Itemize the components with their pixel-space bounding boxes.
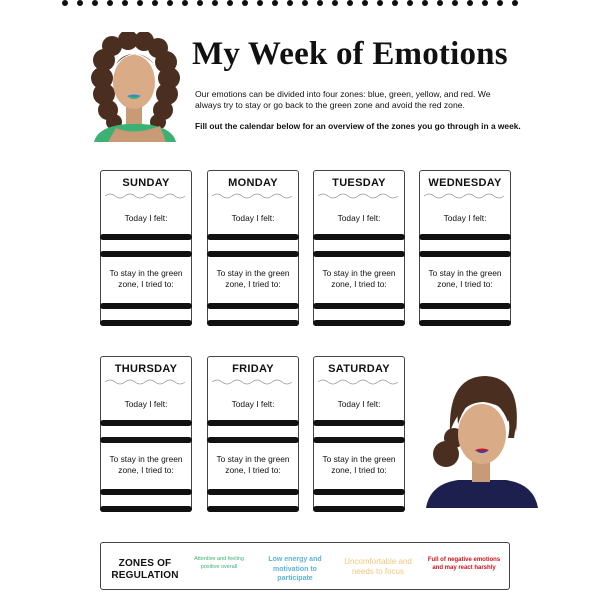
answer-line[interactable]	[313, 303, 405, 309]
binding-dot	[242, 0, 248, 6]
today-felt-prompt: Today I felt:	[231, 213, 275, 223]
answer-line[interactable]	[207, 251, 299, 257]
wave-divider	[105, 378, 187, 386]
binding-dot	[467, 0, 473, 6]
binding-dot	[137, 0, 143, 6]
green-zone-description: Attentive and feeling positive overall	[194, 556, 244, 570]
answer-line[interactable]	[207, 234, 299, 240]
binding-dot	[392, 0, 398, 6]
binding-dot	[437, 0, 443, 6]
answer-line[interactable]	[207, 506, 299, 512]
answer-line[interactable]	[100, 251, 192, 257]
girl-curly-hair-illustration	[86, 32, 182, 142]
day-card-saturday	[313, 356, 405, 512]
answer-line[interactable]	[313, 320, 405, 326]
answer-line[interactable]	[419, 251, 511, 257]
green-zone-prompt: To stay in the green zone, I tried to:	[322, 268, 396, 289]
answer-line[interactable]	[313, 234, 405, 240]
binding-dot	[257, 0, 263, 6]
answer-line[interactable]	[419, 303, 511, 309]
day-label: FRIDAY	[232, 363, 274, 375]
today-felt-prompt: Today I felt:	[443, 213, 487, 223]
binding-dot	[212, 0, 218, 6]
day-card-monday	[207, 170, 299, 326]
answer-line[interactable]	[100, 489, 192, 495]
wave-divider	[212, 378, 294, 386]
blue-zone-description: Low energy and motivation to participate	[268, 556, 322, 582]
binding-dot	[92, 0, 98, 6]
answer-line[interactable]	[100, 420, 192, 426]
today-felt-prompt: Today I felt:	[337, 213, 381, 223]
answer-line[interactable]	[100, 303, 192, 309]
day-label: SATURDAY	[328, 363, 390, 375]
binding-dot	[227, 0, 233, 6]
binding-dot	[377, 0, 383, 6]
binding-dot	[347, 0, 353, 6]
answer-line[interactable]	[207, 420, 299, 426]
yellow-zone-description: Uncomfortable and needs to focus	[344, 557, 412, 576]
day-card-wednesday	[419, 170, 511, 326]
answer-line[interactable]	[100, 506, 192, 512]
green-zone-prompt: To stay in the green zone, I tried to:	[216, 454, 290, 475]
answer-line[interactable]	[313, 251, 405, 257]
answer-line[interactable]	[419, 320, 511, 326]
binding-dot	[512, 0, 518, 6]
today-felt-prompt: Today I felt:	[337, 399, 381, 409]
binding-dot	[497, 0, 503, 6]
green-zone-prompt: To stay in the green zone, I tried to:	[109, 454, 183, 475]
binding-dot	[362, 0, 368, 6]
binding-dot	[452, 0, 458, 6]
wave-divider	[212, 192, 294, 200]
binding-dot	[317, 0, 323, 6]
answer-line[interactable]	[313, 420, 405, 426]
day-label: MONDAY	[228, 177, 278, 189]
wave-divider	[318, 378, 400, 386]
binding-dot	[287, 0, 293, 6]
day-label: WEDNESDAY	[428, 177, 502, 189]
binding-dot	[152, 0, 158, 6]
binding-dots	[62, 0, 522, 6]
green-zone-prompt: To stay in the green zone, I tried to:	[428, 268, 502, 289]
answer-line[interactable]	[100, 320, 192, 326]
answer-line[interactable]	[100, 437, 192, 443]
binding-dot	[407, 0, 413, 6]
green-zone-prompt: To stay in the green zone, I tried to:	[322, 454, 396, 475]
today-felt-prompt: Today I felt:	[124, 399, 168, 409]
binding-dot	[62, 0, 68, 6]
day-label: SUNDAY	[122, 177, 170, 189]
day-label: TUESDAY	[332, 177, 386, 189]
answer-line[interactable]	[313, 489, 405, 495]
binding-dot	[197, 0, 203, 6]
wave-divider	[105, 192, 187, 200]
day-card-thursday	[100, 356, 192, 512]
answer-line[interactable]	[313, 437, 405, 443]
binding-dot	[182, 0, 188, 6]
day-card-sunday	[100, 170, 192, 326]
binding-dot	[332, 0, 338, 6]
instruction-text: Fill out the calendar below for an overview of the zones you go through in a week.	[195, 121, 521, 131]
green-zone-prompt: To stay in the green zone, I tried to:	[216, 268, 290, 289]
day-label: THURSDAY	[114, 363, 178, 375]
today-felt-prompt: Today I felt:	[231, 399, 275, 409]
answer-line[interactable]	[313, 506, 405, 512]
answer-line[interactable]	[207, 303, 299, 309]
day-card-tuesday	[313, 170, 405, 326]
girl-bun-hair-illustration	[424, 372, 540, 508]
binding-dot	[482, 0, 488, 6]
answer-line[interactable]	[207, 489, 299, 495]
wave-divider	[318, 192, 400, 200]
zones-title: ZONES OF REGULATION	[111, 558, 179, 581]
answer-line[interactable]	[207, 437, 299, 443]
binding-dot	[422, 0, 428, 6]
answer-line[interactable]	[100, 234, 192, 240]
binding-dot	[77, 0, 83, 6]
green-zone-prompt: To stay in the green zone, I tried to:	[109, 268, 183, 289]
binding-dot	[302, 0, 308, 6]
answer-line[interactable]	[207, 320, 299, 326]
today-felt-prompt: Today I felt:	[124, 213, 168, 223]
day-card-friday	[207, 356, 299, 512]
red-zone-description: Full of negative emotions and may react harshly	[427, 557, 501, 571]
zones-of-regulation-box	[100, 542, 510, 590]
binding-dot	[167, 0, 173, 6]
answer-line[interactable]	[419, 234, 511, 240]
wave-divider	[424, 192, 506, 200]
binding-dot	[122, 0, 128, 6]
binding-dot	[107, 0, 113, 6]
binding-dot	[272, 0, 278, 6]
intro-text: Our emotions can be divided into four zones: blue, green, yellow, and red. We always try to stay or go back to the green zone and avoid the red zone.	[195, 89, 491, 110]
page-title: My Week of Emotions	[192, 36, 508, 72]
